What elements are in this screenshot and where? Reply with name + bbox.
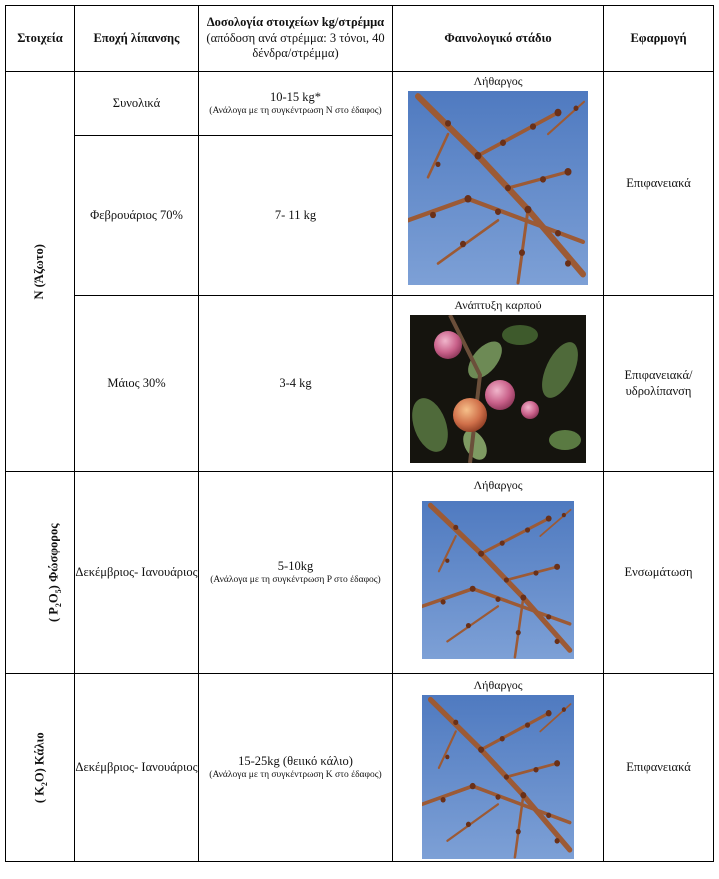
stage-label: Ανάπτυξη καρπού — [454, 298, 542, 312]
table-row — [6, 674, 714, 862]
element-phosphorus-cell — [6, 472, 75, 674]
stage-label: Λήθαργος — [473, 74, 523, 88]
header-application: Εφαρμογή — [604, 6, 714, 72]
dose-value: 3-4 kg — [279, 375, 312, 390]
season-cell: Δεκέμβριος- Ιανουάριος — [75, 472, 199, 674]
application-cell: Επιφανειακά — [604, 674, 714, 862]
season-cell: Μάιος 30% — [75, 296, 199, 472]
dormant-branch-photo — [422, 695, 574, 859]
element-potassium-cell — [6, 674, 75, 862]
season-cell: Συνολικά — [75, 72, 199, 136]
header-phenology: Φαινολογικό στάδιο — [393, 6, 604, 72]
stage-cell — [393, 72, 604, 296]
application-cell: Επιφανειακά/ υδρολίπανση — [604, 296, 714, 472]
stage-cell — [393, 674, 604, 862]
application-cell: Επιφανειακά — [604, 72, 714, 296]
dose-note: (Ανάλογα με τη συγκέντρωση P στο έδαφος) — [210, 574, 381, 585]
dose-note: (Ανάλογα με τη συγκέντρωση N στο έδαφος) — [209, 105, 382, 116]
header-elements: Στοιχεία — [6, 6, 75, 72]
table-row — [6, 296, 714, 472]
dose-value: 7- 11 kg — [274, 207, 317, 222]
stage-cell — [393, 296, 604, 472]
dose-note: (Ανάλογα με τη συγκέντρωση K στο έδαφος) — [209, 769, 382, 780]
application-cell: Ενσωμάτωση — [604, 472, 714, 674]
header-dosage-normal: (απόδοση ανά στρέμμα: 3 τόνοι, 40 δένδρα/στρέμμα) — [206, 30, 385, 61]
dose-cell — [199, 674, 393, 862]
dormant-branch-photo — [422, 501, 574, 659]
dose-value: 10-15 kg* — [269, 89, 322, 104]
fertilization-table — [5, 5, 714, 862]
stage-cell — [393, 472, 604, 674]
header-row — [6, 6, 714, 72]
header-season: Εποχή λίπανσης — [75, 6, 199, 72]
element-phosphorus: ( $P_2O_5$) Φώσφορος — [46, 523, 64, 622]
dormant-branch-photo — [408, 91, 588, 285]
season-cell: Φεβρουάριος 70% — [75, 136, 199, 296]
dose-cell — [199, 136, 393, 296]
element-nitrogen: N (Άζωτο) — [32, 243, 47, 300]
stage-label: Λήθαργος — [473, 478, 523, 492]
stage-label: Λήθαργος — [473, 678, 523, 692]
dose-value: 15-25kg (θειικό κάλιο) — [238, 753, 353, 768]
element-nitrogen-cell — [6, 72, 75, 472]
element-potassium: ( $K_2O$) Κάλιο — [32, 732, 50, 803]
plum-fruit-photo — [410, 315, 586, 463]
dose-value: 5-10kg — [277, 558, 314, 573]
dose-cell — [199, 72, 393, 136]
header-dosage-bold: Δοσολογία στοιχείων kg/στρέμμα — [206, 15, 385, 30]
season-cell: Δεκέμβριος- Ιανουάριος — [75, 674, 199, 862]
header-dosage — [199, 6, 393, 72]
table-row — [6, 472, 714, 674]
dose-cell — [199, 296, 393, 472]
dose-cell — [199, 472, 393, 674]
table-row — [6, 72, 714, 136]
